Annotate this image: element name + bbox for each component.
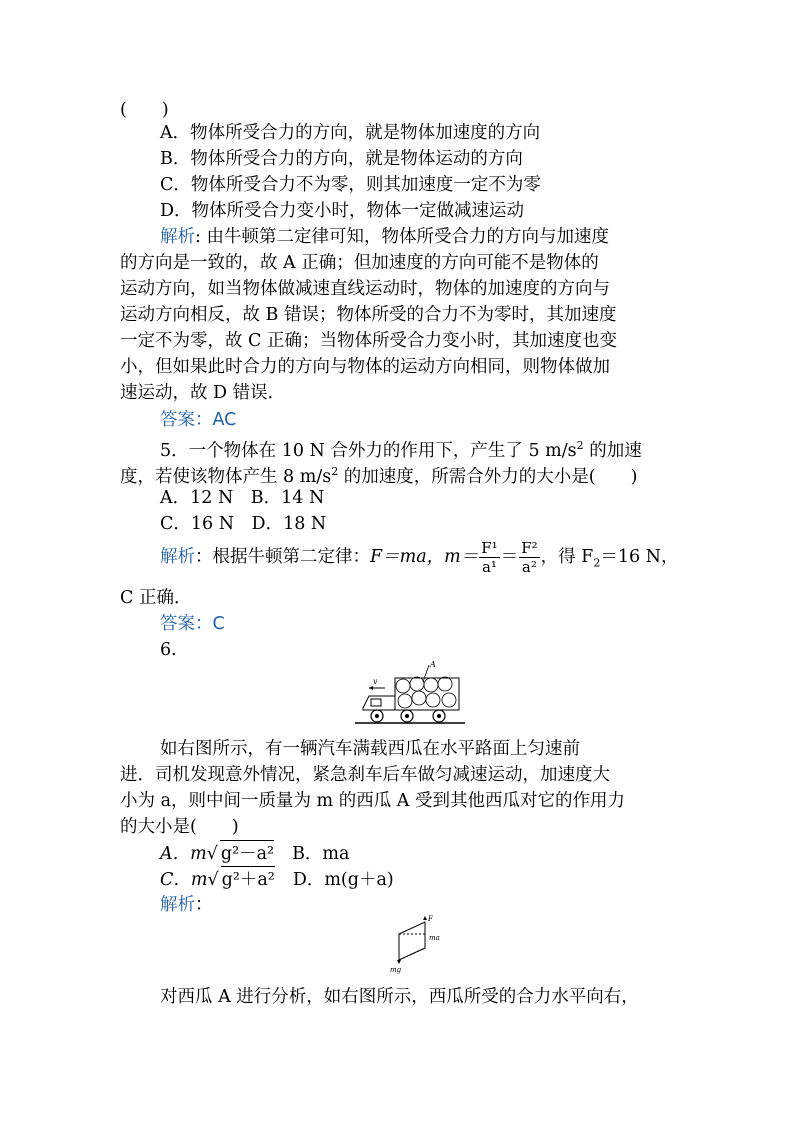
q6-options-row-2: C．m√ g²＋a² D．m(g＋a) — [160, 866, 394, 893]
force-ma-label: ma — [429, 934, 440, 942]
q6-text-line-3: 小为 a，则中间一质量为 m 的西瓜 A 受到其他西瓜对它的作用力 — [120, 791, 625, 811]
q4-analysis-line-7: 速运动，故 D 错误． — [120, 383, 286, 403]
q5-answer: 答案：C — [160, 614, 225, 634]
analysis-label: 解析 — [160, 227, 195, 247]
q5-analysis-line-1: 解析：根据牛顿第二定律：F＝ma，m＝ $\frac{\text{F¹}}{\text{a¹}}$ ＝ $\frac{\text{F²}}{\text{a²}}$ ，得 $F_2=16$ N， — [160, 539, 679, 576]
q6-text-line-4: 的大小是( ) — [120, 817, 239, 837]
q6-analysis-label-line: 解析： — [160, 895, 213, 915]
q4-answer: 答案：AC — [160, 410, 237, 430]
fraction-f2-a2: $\frac{\text{F²}}{\text{a²}}$ — [521, 539, 538, 576]
q4-option-b: B．物体所受合力的方向，就是物体运动的方向 — [160, 149, 523, 169]
fraction-f1-a1: $\frac{\text{F¹}}{\text{a¹}}$ — [481, 539, 498, 576]
q4-analysis-line-1: 解析: 由牛顿第二定律可知，物体所受合力的方向与加速度 — [160, 227, 609, 247]
q4-analysis-line-5: 一定不为零，故 C 正确；当物体所受合力变小时，其加速度也变 — [120, 331, 618, 351]
q4-analysis-line-3: 运动方向，如当物体做减速直线运动时，物体的加速度的方向与 — [120, 279, 610, 299]
force-diagram — [385, 912, 455, 977]
truck-figure — [355, 660, 465, 730]
analysis-label: 解析 — [160, 547, 195, 567]
q6-text-line-2: 进．司机发现意外情况，紧急刹车后车做匀减速运动，加速度大 — [120, 765, 610, 785]
q4-analysis-line-2: 的方向是一致的，故 A 正确；但加速度的方向可能不是物体的 — [120, 253, 599, 273]
q6-options-row-1: A．m√ g²－a² B．ma — [160, 840, 349, 867]
q4-option-c: C．物体所受合力不为零，则其加速度一定不为零 — [160, 175, 541, 195]
q6-analysis-last-line: 对西瓜 A 进行分析，如右图所示，西瓜所受的合力水平向右， — [160, 987, 639, 1007]
q6-number: 6. — [160, 640, 177, 660]
watermelon-a-label: A — [430, 660, 436, 669]
q4-analysis-line-6: 小，但如果此时合力的方向与物体的运动方向相同，则物体做加 — [120, 357, 610, 377]
q5-analysis-line-2: C 正确． — [120, 588, 192, 608]
q5-question-line-2: 度，若使该物体产生 8 $m/s^2$ 的加速度，所需合外力的大小是( ) — [120, 465, 638, 487]
velocity-label: v — [373, 677, 378, 686]
q5-options-row-1: A．12 N B．14 N — [160, 488, 325, 508]
q4-analysis-line-4: 运动方向相反，故 B 错误；物体所受的合力不为零时，其加速度 — [120, 305, 617, 325]
q4-option-a: A．物体所受合力的方向，就是物体加速度的方向 — [160, 123, 541, 143]
force-mg-label: mg — [390, 966, 402, 974]
q5-question-line-1: 5．一个物体在 10 N 合外力的作用下，产生了 5 $m/s^2$ 的加速 — [160, 439, 642, 461]
q6-text-line-1: 如右图所示，有一辆汽车满载西瓜在水平路面上匀速前 — [160, 739, 580, 759]
analysis-label: 解析 — [160, 895, 195, 915]
q4-option-d: D．物体所受合力变小时，物体一定做减速运动 — [160, 201, 525, 221]
force-f-label: F — [428, 915, 433, 923]
q4-bracket: ( ) — [120, 100, 169, 120]
q5-options-row-2: C．16 N D．18 N — [160, 514, 327, 534]
